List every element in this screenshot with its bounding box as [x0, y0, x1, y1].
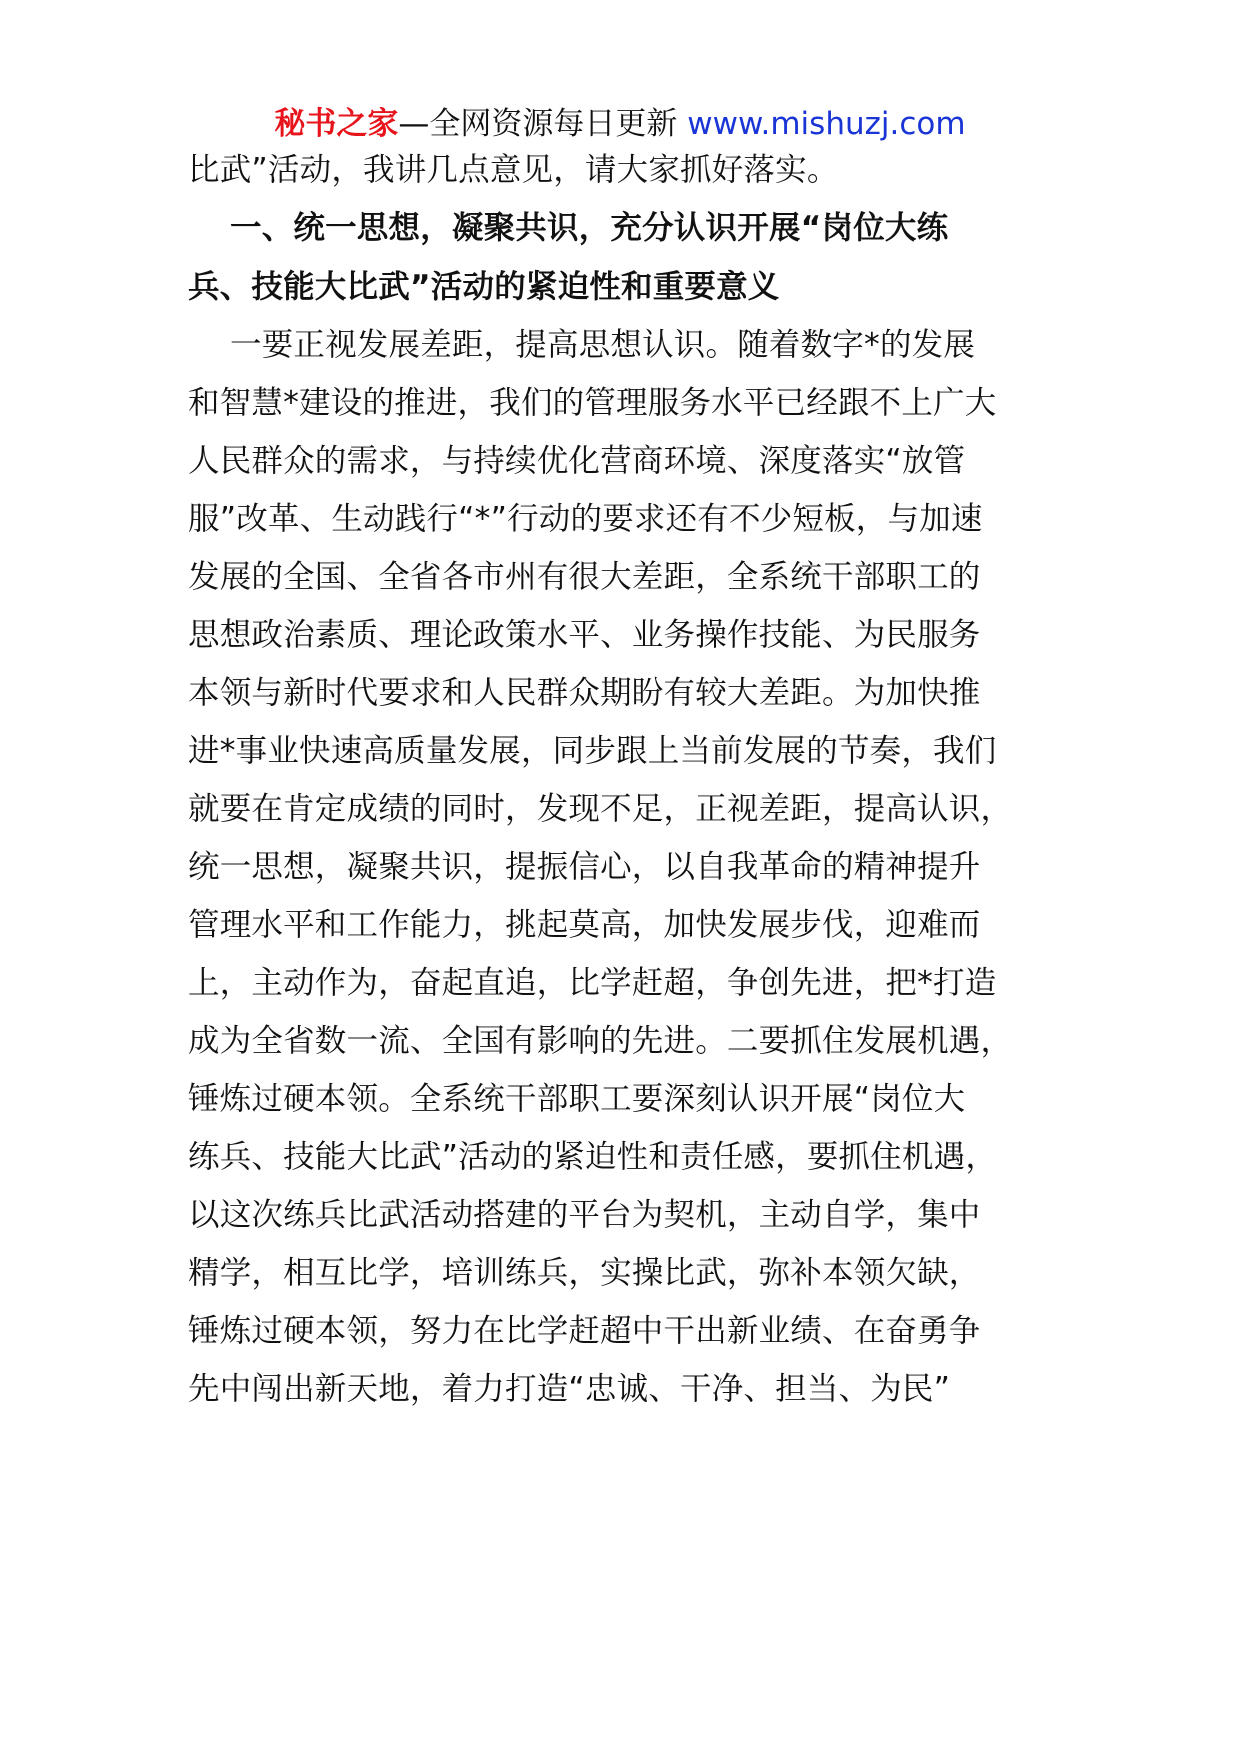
text-line: 发展的全国、全省各市州有很大差距，全系统干部职工的	[188, 559, 981, 595]
text-line: 上，主动作为，奋起直追，比学赶超，争创先进，把*打造	[188, 965, 997, 1001]
text-line: 和智慧*建设的推进，我们的管理服务水平已经跟不上广大	[188, 385, 997, 421]
text-line: 成为全省数一流、全国有影响的先进。二要抓住发展机遇，	[188, 1023, 1013, 1059]
site-header	[0, 104, 1240, 144]
text-line: 进*事业快速高质量发展，同步跟上当前发展的节奏，我们	[188, 733, 997, 769]
text-line: 本领与新时代要求和人民群众期盼有较大差距。为加快推	[188, 675, 981, 711]
text-line: 先中闯出新天地，着力打造“忠诚、干净、担当、为民”	[188, 1371, 951, 1407]
text-line: 精学，相互比学，培训练兵，实操比武，弥补本领欠缺，	[188, 1255, 981, 1291]
text-line: 人民群众的需求，与持续优化营商环境、深度落实“放管	[188, 443, 966, 479]
text-line: 就要在肯定成绩的同时，发现不足，正视差距，提高认识，	[188, 791, 1013, 827]
header-tagline: —全网资源每日更新	[398, 106, 688, 142]
site-url[interactable]: www.mishuzj.com	[687, 106, 966, 142]
text-line: 练兵、技能大比武”活动的紧迫性和责任感，要抓住机遇，	[188, 1139, 998, 1175]
text-line: 比武”活动，我讲几点意见，请大家抓好落实。	[188, 152, 839, 188]
text-line: 锤炼过硬本领，努力在比学赶超中干出新业绩、在奋勇争	[188, 1313, 981, 1349]
text-line: 服”改革、生动践行“*”行动的要求还有不少短板，与加速	[188, 501, 983, 537]
text-line: 以这次练兵比武活动搭建的平台为契机，主动自学，集中	[188, 1197, 981, 1233]
text-line: 管理水平和工作能力，挑起莫高，加快发展步伐，迎难而	[188, 907, 981, 943]
section-heading: 兵、技能大比武”活动的紧迫性和重要意义	[188, 269, 780, 305]
text-line: 锤炼过硬本领。全系统干部职工要深刻认识开展“岗位大	[188, 1081, 966, 1117]
brand-name: 秘书之家	[274, 106, 399, 142]
text-line: 一要正视发展差距，提高思想认识。随着数字*的发展	[230, 327, 976, 363]
text-line: 统一思想，凝聚共识，提振信心，以自我革命的精神提升	[188, 849, 981, 885]
text-line: 思想政治素质、理论政策水平、业务操作技能、为民服务	[188, 617, 981, 653]
section-heading: 一、统一思想，凝聚共识，充分认识开展“岗位大练	[230, 210, 949, 246]
